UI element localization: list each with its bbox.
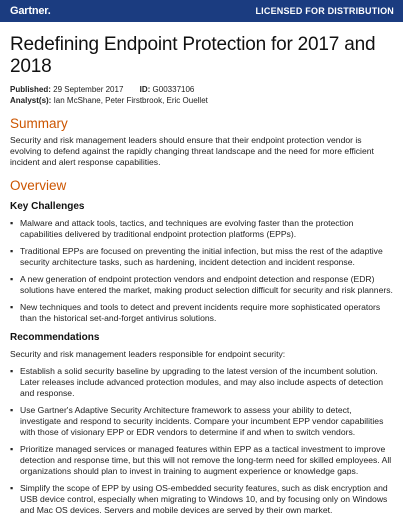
id-value: G00337106	[152, 85, 195, 94]
recommendations-heading: Recommendations	[10, 332, 100, 343]
document-body	[0, 22, 403, 516]
meta-line-2	[10, 95, 393, 106]
recommendation-text: Establish a solid security baseline by upgrading to the latest version of the incumbent solution. Later releases include advanced protection modules, and may also include aspects of detection and response.	[20, 366, 384, 398]
bullet-icon: ▪	[10, 274, 14, 284]
id-label: ID:	[139, 85, 151, 94]
challenge-text: Traditional EPPs are focused on preventing the initial infection, but miss the rest of the adaptive security architecture tasks, such as hardening, incident detection and incident response.	[20, 246, 383, 267]
recommendation-text: Simplify the scope of EPP by using OS-embedded security features, such as disk encryption and USB device control, especially when migrating to Windows 10, and by focusing only on Windows and Mac OS devices. Servers and mobile devices are served by their own market.	[20, 483, 388, 515]
list-item	[10, 302, 393, 324]
key-challenges-heading: Key Challenges	[10, 201, 85, 212]
bullet-icon: ▪	[10, 246, 14, 256]
published-value: 29 September 2017	[53, 85, 124, 94]
bullet-icon: ▪	[10, 483, 14, 493]
recommendations-list	[10, 366, 393, 516]
recommendation-text: Use Gartner's Adaptive Security Architecture framework to assess your ability to detect, investigate and respond to security incidents. Compare your incumbent EPP vendor capabilities with those of visionary EPP or EDR vendors to determine if and when to switch vendors.	[20, 405, 384, 437]
gartner-logo: Gartner.	[10, 5, 51, 17]
analysts-value: Ian McShane, Peter Firstbrook, Eric Ouellet	[53, 96, 208, 105]
list-item	[10, 483, 393, 516]
list-item	[10, 444, 393, 477]
bullet-icon: ▪	[10, 302, 14, 312]
analysts-label: Analyst(s):	[10, 96, 52, 105]
challenges-list	[10, 218, 393, 324]
summary-heading: Summary	[10, 116, 68, 131]
list-item	[10, 274, 393, 296]
summary-text: Security and risk management leaders should ensure that their endpoint protection vendor is evolving to defend against the rapidly changing threat landscape and the need for more efficient incident and alert response capabilities.	[10, 135, 374, 167]
list-item	[10, 246, 393, 268]
meta-line-1	[10, 84, 393, 95]
challenge-text: A new generation of endpoint protection vendors and endpoint detection and response (EDR) solutions have entered the market, making product selection difficult for security and risk planners.	[20, 274, 393, 295]
bullet-icon: ▪	[10, 444, 14, 454]
list-item	[10, 405, 393, 438]
bullet-icon: ▪	[10, 405, 14, 415]
list-item	[10, 366, 393, 399]
challenge-text: Malware and attack tools, tactics, and techniques are evolving faster than the protection capabilities delivered by traditional endpoint protection platforms (EPPs).	[20, 218, 354, 239]
challenge-text: New techniques and tools to detect and prevent incidents require more sophisticated operators than the historical set-and-forget antivirus solutions.	[20, 302, 381, 323]
overview-heading: Overview	[10, 178, 67, 193]
list-item	[10, 218, 393, 240]
document-title: Redefining Endpoint Protection for 2017 and 2018	[10, 34, 376, 77]
bullet-icon: ▪	[10, 366, 14, 376]
published-label: Published:	[10, 85, 51, 94]
recommendation-text: Prioritize managed services or managed features within EPP as a tactical investment to improve detection and response time, but this will not remove the long-term need for skilled employees. All organizations should plan to invest in training to augment experience or knowledge gaps.	[20, 444, 392, 476]
document-meta	[10, 84, 393, 106]
recommendations-intro: Security and risk management leaders responsible for endpoint security:	[10, 349, 286, 359]
header-bar	[0, 0, 403, 22]
bullet-icon: ▪	[10, 218, 14, 228]
license-label: LICENSED FOR DISTRIBUTION	[255, 6, 394, 16]
